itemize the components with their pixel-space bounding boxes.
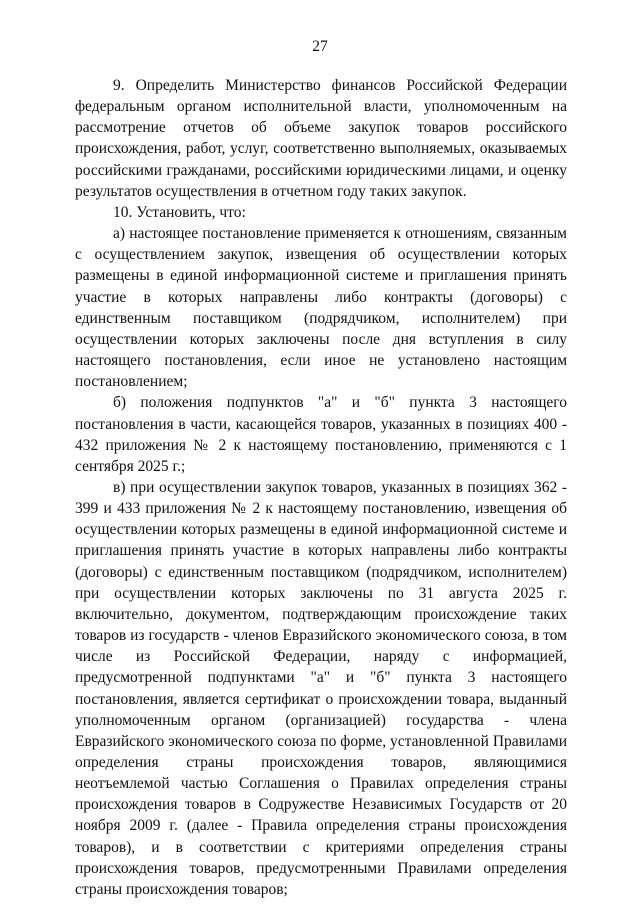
paragraph-item-9: 9. Определить Министерство финансов Российской Федерации федеральным органом исполнительной власти, уполномоченным на рассмотрение отчетов об объеме закупок товаров российского происхождения, работ, услуг, соответственно выполняемых, оказываемых российскими гражданами, российскими юридическими лицами, и оценку результатов осуществления в отчетном году таких закупок. bbox=[75, 77, 567, 200]
page-number: 27 bbox=[312, 38, 328, 55]
paragraph-item-10: 10. Установить, что: bbox=[113, 203, 246, 221]
subparagraph-b: б) положения подпунктов "а" и "б" пункта 3 настоящего постановления в части, касающейся товаров, указанных в позициях 400 - 432 приложения № 2 к настоящему постановлению, применяются с 1 сентября 2025 г.; bbox=[75, 394, 567, 475]
subparagraph-v: в) при осуществлении закупок товаров, указанных в позициях 362 - 399 и 433 приложения № 2 к настоящему постановлению, извещения об осуществлении которых размещены в единой информационной системе и приглашения принять участие в которых направлены либо контракты (договоры) с единственным поставщиком (подрядчиком, исполнителем) при осуществлении которых заключены по 31 августа 2025 г. включительно, документом, подтверждающим происхождение таких товаров из государств - членов Евразийского экономического союза, в том числе из Российской Федерации, наряду с информацией, предусмотренной подпунктами "а" и "б" пункта 3 настоящего постановления, является сертификат о происхождении товара, выданный уполномоченным органом (организацией) государства - члена Евразийского экономического союза по форме, установленной Правилами определения страны происхождения товаров, являющимися неотъемлемой частью Соглашения о Правилах определения страны происхождения товаров в Содружестве Независимых Государств от 20 ноября 2009 г. (далее - Правила определения страны происхождения товаров), и в соответствии с критериями определения страны происхождения товаров, предусмотренными Правилами определения страны происхождения товаров; bbox=[75, 478, 567, 898]
subparagraph-a: а) настоящее постановление применяется к отношениям, связанным с осуществлением закупок, извещения об осуществлении которых размещены в единой информационной системе и приглашения принять участие в которых направлены либо контракты (договоры) с единственным поставщиком (подрядчиком, исполнителем) при осуществлении которых заключены после дня вступления в силу настоящего постановления, если иное не установлено настоящим постановлением; bbox=[75, 225, 567, 391]
document-body bbox=[75, 75, 567, 900]
